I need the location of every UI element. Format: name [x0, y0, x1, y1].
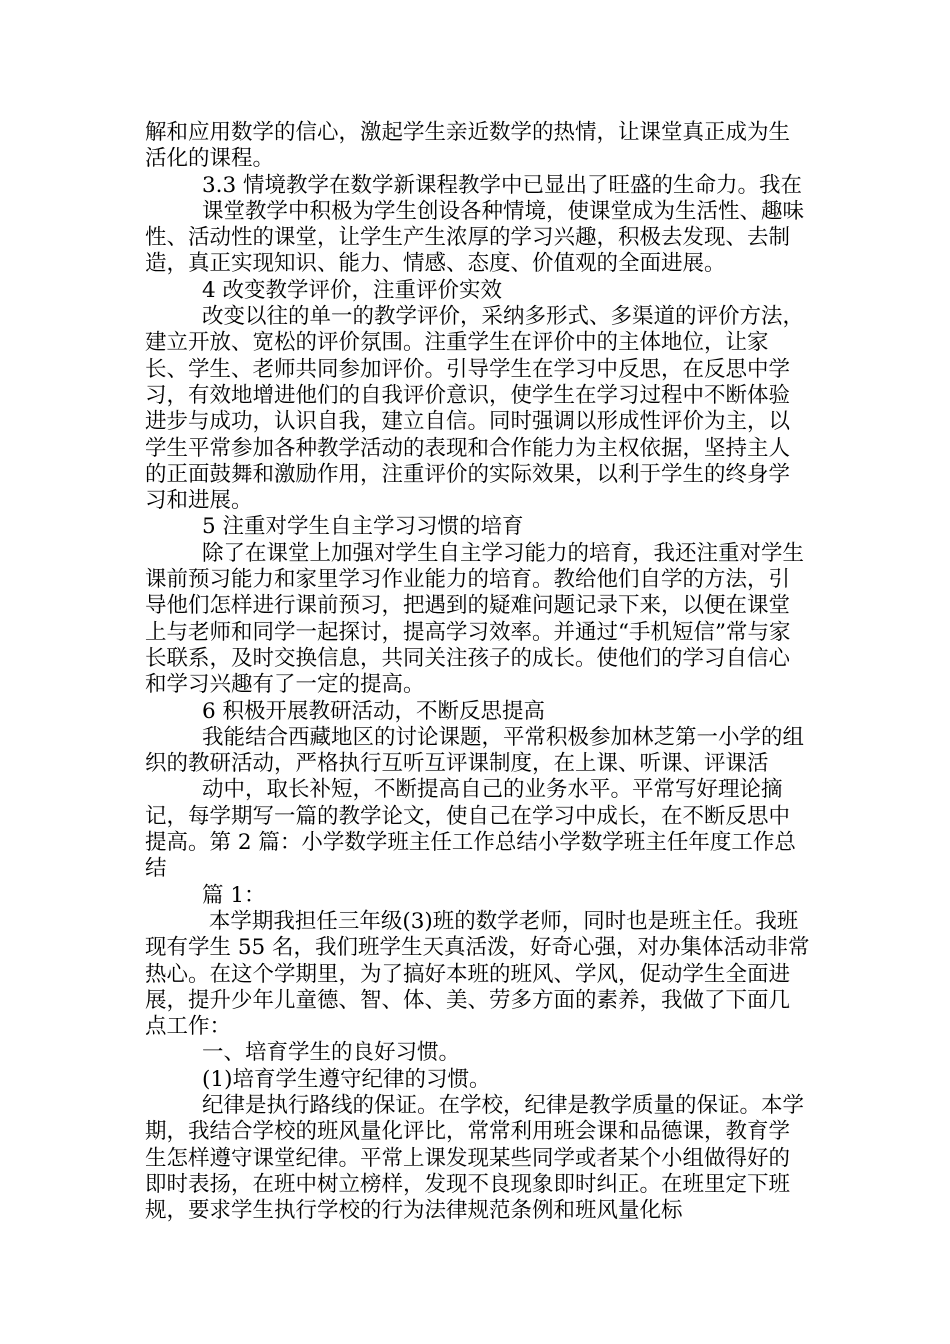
paragraph-discipline: 纪律是执行路线的保证。在学校，纪律是教学质量的保证。本学期，我结合学校的班风量化评比，常常利用班会课和品德课，教育学生怎样遵守课堂纪律。平常上课发现某些同学或者某个小组做得好的即时表扬，在班中树立榜样，发现不良现象即时纠正。在班里定下班规，要求学生执行学校的行为法律规范条例和班风量化标	[145, 1092, 805, 1224]
paragraph-3-3-heading: 3.3 情境教学在数学新课程教学中已显出了旺盛的生命力。我在	[202, 172, 803, 198]
paragraph-research-continuation: 动中，取长补短，不断提高自己的业务水平。平常写好理论摘记，每学期写一篇的教学论文，使自己在学习中成长，在不断反思中提高。第 2 篇：小学数学班主任工作总结小学数学班主任年度工作总结	[145, 777, 796, 882]
document-page	[145, 120, 810, 1224]
paragraph-situational-teaching: 课堂教学中积极为学生创设各种情境，使课堂成为生活性、趣味性、活动性的课堂，让学生产生浓厚的学习兴趣，积极去发现、去制造，真正实现知识、能力、情感、态度、价值观的全面进展。	[145, 198, 805, 277]
paragraph-continuation-confidence: 解和应用数学的信心，激起学生亲近数学的热情，让课堂真正成为生活化的课程。	[145, 120, 791, 172]
paragraph-self-study: 除了在课堂上加强对学生自主学习能力的培育，我还注重对学生课前预习能力和家里学习作业能力的培育。教给他们自学的方法，引导他们怎样进行课前预习，把遇到的疑难问题记录下来，以便在课堂上与老师和同学一起探讨，提高学习效率。并通过“手机短信”常与家长联系，及时交换信息，共同关注孩子的成长。使他们的学习自信心和学习兴趣有了一定的提高。	[145, 540, 805, 698]
section-heading-5: 5 注重对学生自主学习习惯的培育	[202, 514, 524, 540]
article-label: 篇 1：	[202, 882, 266, 908]
section-heading-habits: 一、培育学生的良好习惯。	[202, 1040, 461, 1066]
section-heading-4: 4 改变教学评价，注重评价实效	[202, 277, 503, 303]
paragraph-evaluation: 改变以往的单一的教学评价，采纳多形式、多渠道的评价方法，建立开放、宽松的评价氛围。注重学生在评价中的主体地位，让家长、学生、老师共同参加评价。引导学生在学习中反思，在反思中学习，有效地增进他们的自我评价意识，使学生在学习过程中不断体验进步与成功，认识自我，建立自信。同时强调以形成性评价为主，以学生平常参加各种教学活动的表现和合作能力为主权依据，坚持主人的正面鼓舞和激励作用，注重评价的实际效果，以利于学生的终身学习和进展。	[145, 304, 805, 514]
subheading-discipline: (1)培育学生遵守纪律的习惯。	[202, 1066, 491, 1092]
paragraph-research-activities: 我能结合西藏地区的讨论课题，平常积极参加林芝第一小学的组织的教研活动，严格执行互听互评课制度，在上课、听课、评课活	[145, 724, 805, 777]
paragraph-class-intro: 本学期我担任三年级(3)班的数学老师，同时也是班主任。我班现有学生 55 名，我们班学生天真活泼，好奇心强，对办集体活动非常热心。在这个学期里，为了搞好本班的班风、学风，促动学生全面进展，提升少年儿童德、智、体、美、劳多方面的素养，我做了下面几点工作：	[145, 908, 810, 1040]
section-heading-6: 6 积极开展教研活动，不断反思提高	[202, 698, 546, 724]
